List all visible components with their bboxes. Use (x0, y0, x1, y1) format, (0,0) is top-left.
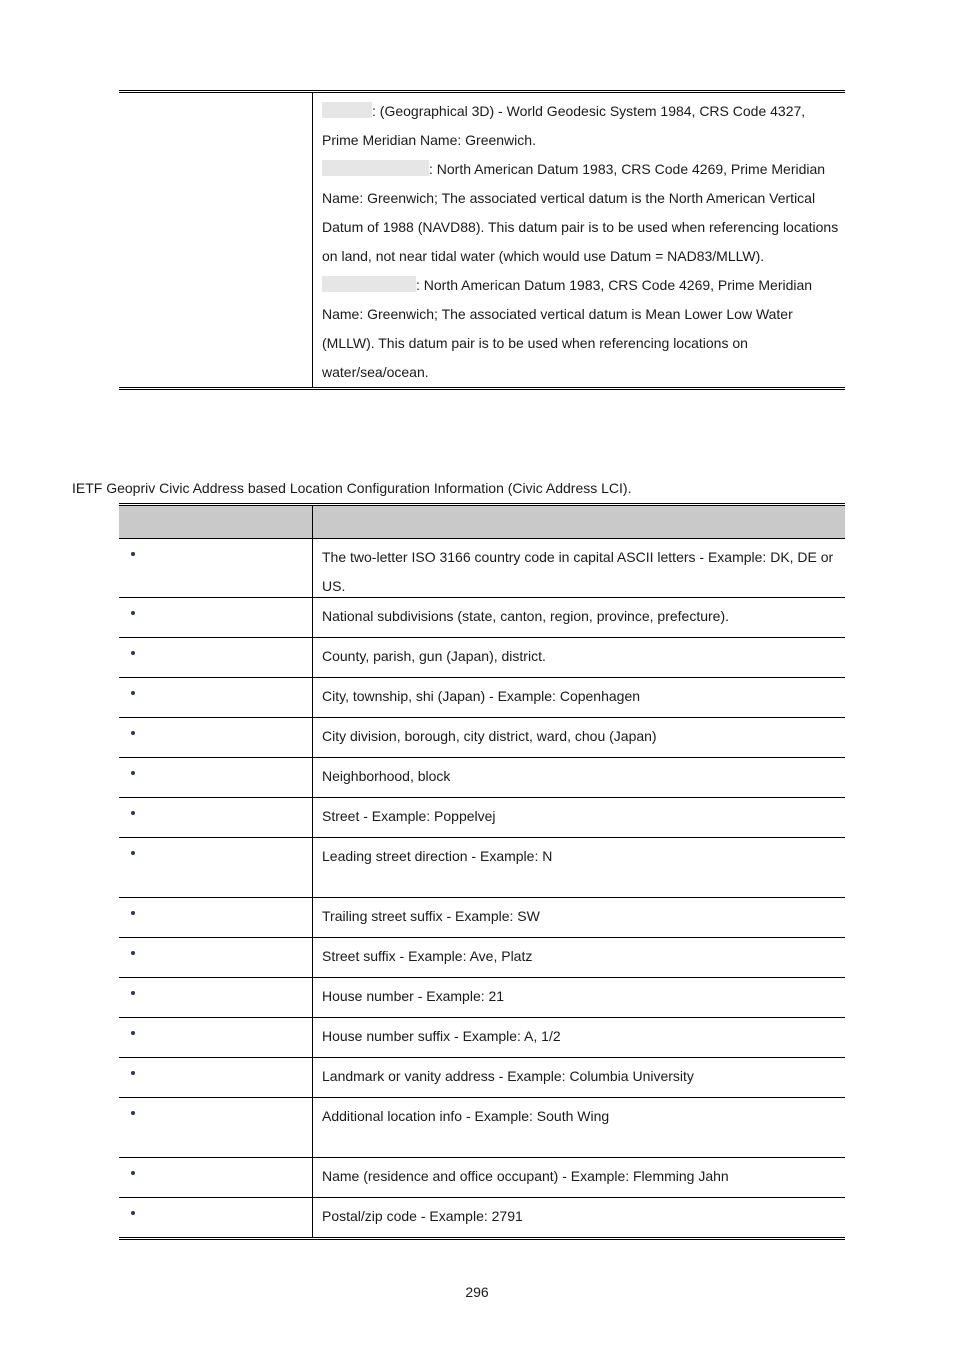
description-cell: Street suffix - Example: Ave, Platz (322, 948, 533, 964)
object-cell (119, 978, 313, 1017)
description-cell: Postal/zip code - Example: 2791 (322, 1208, 523, 1224)
object-cell (119, 678, 313, 717)
object-cell (119, 1058, 313, 1097)
bullet-icon (131, 611, 135, 615)
header-cell-description (313, 506, 845, 538)
table-body (119, 539, 845, 1237)
description-cell: City, township, shi (Japan) - Example: Copenhagen (322, 688, 641, 704)
bullet-icon (131, 1071, 135, 1075)
redacted-highlight (322, 276, 416, 292)
description-cell: The two-letter ISO 3166 country code in capital ASCII letters - Example: DK, DE or US. (322, 549, 834, 594)
description-cell: Name (residence and office occupant) - Example: Flemming Jahn (322, 1168, 729, 1184)
description-cell: House number suffix - Example: A, 1/2 (322, 1028, 561, 1044)
table-row (119, 678, 845, 718)
description-cell: Additional location info - Example: South Wing (322, 1108, 610, 1124)
object-cell (119, 1158, 313, 1197)
description-cell: City division, borough, city district, ward, chou (Japan) (322, 728, 657, 744)
table-row (119, 1158, 845, 1198)
object-cell (119, 798, 313, 837)
bullet-icon (131, 691, 135, 695)
object-cell (119, 598, 313, 637)
table-row (119, 798, 845, 838)
table-row (119, 638, 845, 678)
description-cell: County, parish, gun (Japan), district. (322, 648, 546, 664)
datum-table-label-cell (119, 93, 313, 387)
page-number: 296 (465, 1284, 489, 1300)
bullet-icon (131, 991, 135, 995)
datum-paragraph (322, 97, 839, 155)
table-row (119, 1198, 845, 1237)
object-cell (119, 718, 313, 757)
bullet-icon (131, 1031, 135, 1035)
description-cell: Trailing street suffix - Example: SW (322, 908, 540, 924)
table-row (119, 539, 845, 598)
table-row (119, 1098, 845, 1158)
object-cell (119, 1198, 313, 1237)
datum-table-description-cell (313, 93, 845, 387)
datum-table (119, 90, 845, 390)
object-cell (119, 638, 313, 677)
bullet-icon (131, 851, 135, 855)
table-row (119, 938, 845, 978)
bullet-icon (131, 771, 135, 775)
datum-paragraph (322, 155, 839, 271)
civic-address-table (119, 503, 845, 1240)
bullet-icon (131, 951, 135, 955)
description-cell: Landmark or vanity address - Example: Columbia University (322, 1068, 694, 1084)
object-cell (119, 898, 313, 937)
table-row (119, 758, 845, 798)
civic-address-intro: IETF Geopriv Civic Address based Location Configuration Information (Civic Address LCI). (72, 480, 632, 496)
table-row (119, 978, 845, 1018)
bullet-icon (131, 1111, 135, 1115)
table-header (119, 506, 845, 539)
redacted-highlight (322, 160, 429, 176)
bullet-icon (131, 731, 135, 735)
bullet-icon (131, 1171, 135, 1175)
object-cell (119, 838, 313, 897)
redacted-highlight (322, 102, 372, 118)
object-cell (119, 539, 313, 597)
bullet-icon (131, 811, 135, 815)
table-row (119, 598, 845, 638)
bullet-icon (131, 552, 135, 556)
table-row (119, 838, 845, 898)
datum-paragraph-text: : North American Datum 1983, CRS Code 4269, Prime Meridian Name: Greenwich; The associated vertical datum is the North American Vertical Datum of 1988 (NAVD88). This datum pair is to be used when referencing locations on land, not near tidal water (which would use Datum = NAD83/MLLW). (322, 161, 839, 264)
header-cell-object (119, 506, 313, 538)
table-row (119, 1058, 845, 1098)
object-cell (119, 938, 313, 977)
datum-paragraph-text: : (Geographical 3D) - World Geodesic System 1984, CRS Code 4327, Prime Meridian Name: Greenwich. (322, 103, 806, 148)
table-row (119, 1018, 845, 1058)
datum-paragraph-text: : North American Datum 1983, CRS Code 4269, Prime Meridian Name: Greenwich; The associated vertical datum is Mean Lower Low Water (MLLW). This datum pair is to be used when referencing locations on water/sea/ocean. (322, 277, 813, 380)
object-cell (119, 1098, 313, 1157)
bullet-icon (131, 651, 135, 655)
description-cell: National subdivisions (state, canton, region, province, prefecture). (322, 608, 729, 624)
datum-paragraph (322, 271, 839, 387)
bullet-icon (131, 1211, 135, 1215)
description-cell: Neighborhood, block (322, 768, 451, 784)
description-cell: Leading street direction - Example: N (322, 848, 553, 864)
description-cell: Street - Example: Poppelvej (322, 808, 496, 824)
description-cell: House number - Example: 21 (322, 988, 505, 1004)
table-row (119, 718, 845, 758)
bullet-icon (131, 911, 135, 915)
object-cell (119, 1018, 313, 1057)
object-cell (119, 758, 313, 797)
table-row (119, 898, 845, 938)
